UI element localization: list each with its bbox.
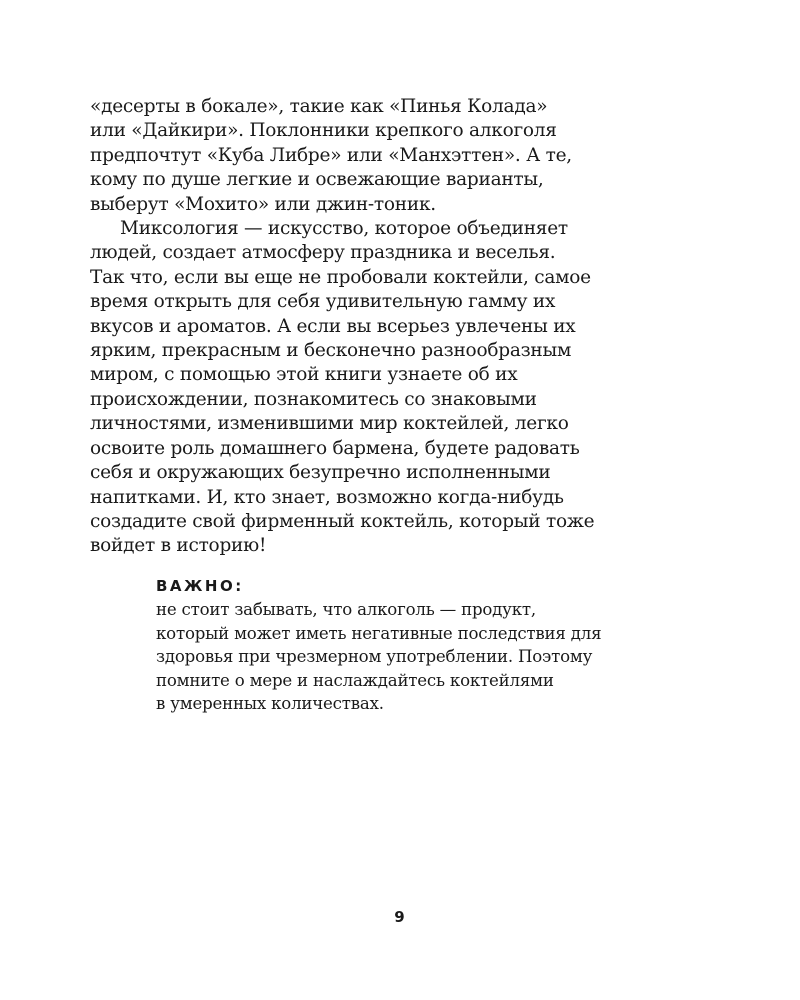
body-line: себя и окружающих безупречно исполненными bbox=[90, 462, 551, 484]
note-text bbox=[156, 598, 696, 716]
body-line: вкусов и ароматов. А если вы всерьез увлечены их bbox=[90, 315, 576, 337]
important-note bbox=[156, 574, 696, 716]
page-number: 9 bbox=[394, 908, 406, 926]
note-line: не стоит забывать, что алкоголь — продукт, bbox=[156, 600, 536, 619]
note-line: здоровья при чрезмерном употреблении. Поэтому bbox=[156, 647, 593, 667]
body-line: «десерты в бокале», такие как «Пинья Колада» bbox=[90, 96, 548, 117]
body-line: миром, с помощью этой книги узнаете об их bbox=[90, 364, 518, 386]
body-text bbox=[90, 95, 690, 559]
body-line: происхождении, познакомитесь со знаковыми bbox=[90, 388, 537, 410]
body-line: создадите свой фирменный коктейль, который тоже bbox=[90, 510, 595, 532]
body-line: выберут «Мохито» или джин-тоник. bbox=[90, 193, 436, 215]
body-line: кому по душе легкие и освежающие варианты, bbox=[90, 169, 544, 191]
body-line: напитками. И, кто знает, возможно когда-нибудь bbox=[90, 486, 564, 508]
body-line: предпочтут «Куба Либре» или «Манхэттен». А те, bbox=[90, 144, 572, 166]
body-line: или «Дайкири». Поклонники крепкого алкоголя bbox=[90, 120, 557, 142]
note-line: в умеренных количествах. bbox=[156, 694, 384, 714]
body-line: ярким, прекрасным и бесконечно разнообразным bbox=[90, 340, 572, 362]
body-line: войдет в историю! bbox=[90, 535, 267, 557]
note-line: который может иметь негативные последствия для bbox=[156, 623, 602, 643]
note-title: ВАЖНО: bbox=[156, 577, 244, 595]
body-line: людей, создает атмосферу праздника и веселья. bbox=[90, 242, 556, 264]
body-line: Так что, если вы еще не пробовали коктейли, самое bbox=[90, 266, 591, 288]
body-line: Миксология — искусство, которое объединяет bbox=[120, 218, 568, 240]
body-line: время открыть для себя удивительную гамму их bbox=[90, 291, 556, 313]
note-line: помните о мере и наслаждайтесь коктейлями bbox=[156, 670, 554, 690]
body-line: личностями, изменившими мир коктейлей, легко bbox=[90, 413, 569, 435]
body-line: освоите роль домашнего бармена, будете радовать bbox=[90, 437, 580, 459]
